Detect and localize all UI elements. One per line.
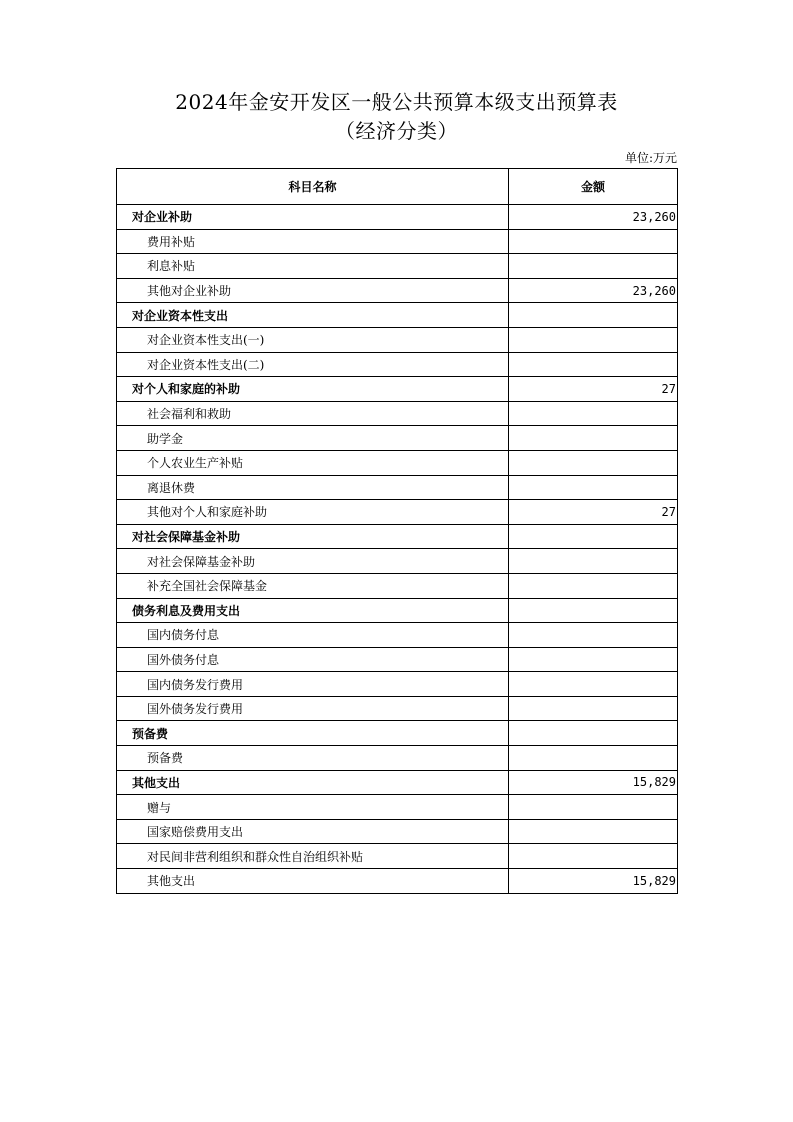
- amount-cell: [509, 475, 678, 500]
- subject-name-cell: 国外债务发行费用: [117, 696, 509, 721]
- subject-name-cell: 利息补贴: [117, 254, 509, 279]
- subject-name-cell: 社会福利和救助: [117, 401, 509, 426]
- subject-name-cell: 对民间非营利组织和群众性自治组织补贴: [117, 844, 509, 869]
- item-row: [117, 401, 678, 426]
- amount-cell: [509, 352, 678, 377]
- amount-cell: [509, 746, 678, 771]
- item-row: [117, 819, 678, 844]
- category-row: [117, 598, 678, 623]
- subject-name-cell: 对社会保障基金补助: [117, 549, 509, 574]
- category-row: [117, 524, 678, 549]
- item-row: [117, 229, 678, 254]
- subject-name-cell: 预备费: [117, 746, 509, 771]
- item-row: [117, 672, 678, 697]
- budget-table: [116, 168, 678, 894]
- subject-name-cell: 预备费: [117, 721, 509, 746]
- table-body: [117, 205, 678, 894]
- item-row: [117, 352, 678, 377]
- amount-cell: [509, 795, 678, 820]
- subject-name-cell: 费用补贴: [117, 229, 509, 254]
- column-header-amount: 金额: [509, 169, 678, 205]
- amount-cell: [509, 647, 678, 672]
- amount-cell: [509, 672, 678, 697]
- item-row: [117, 623, 678, 648]
- amount-cell: [509, 573, 678, 598]
- item-row: [117, 500, 678, 525]
- amount-cell: 27: [509, 500, 678, 525]
- amount-cell: [509, 696, 678, 721]
- subject-name-cell: 其他支出: [117, 869, 509, 894]
- subject-name-cell: 对企业资本性支出(一): [117, 327, 509, 352]
- page-title: 2024年金安开发区一般公共预算本级支出预算表: [175, 90, 618, 114]
- subject-name-cell: 债务利息及费用支出: [117, 598, 509, 623]
- item-row: [117, 869, 678, 894]
- item-row: [117, 327, 678, 352]
- item-row: [117, 450, 678, 475]
- amount-cell: 15,829: [509, 869, 678, 894]
- amount-cell: [509, 401, 678, 426]
- subject-name-cell: 其他支出: [117, 770, 509, 795]
- amount-cell: 15,829: [509, 770, 678, 795]
- page-subtitle: （经济分类）: [335, 119, 458, 143]
- item-row: [117, 696, 678, 721]
- column-header-name: 科目名称: [117, 169, 509, 205]
- amount-cell: 27: [509, 377, 678, 402]
- amount-cell: 23,260: [509, 205, 678, 230]
- amount-cell: [509, 721, 678, 746]
- subject-name-cell: 国内债务付息: [117, 623, 509, 648]
- category-row: [117, 721, 678, 746]
- amount-cell: [509, 303, 678, 328]
- subject-name-cell: 对个人和家庭的补助: [117, 377, 509, 402]
- amount-cell: [509, 819, 678, 844]
- amount-cell: [509, 844, 678, 869]
- subject-name-cell: 国家赔偿费用支出: [117, 819, 509, 844]
- amount-cell: [509, 229, 678, 254]
- category-row: [117, 377, 678, 402]
- subject-name-cell: 补充全国社会保障基金: [117, 573, 509, 598]
- amount-cell: [509, 524, 678, 549]
- unit-label: 单位:万元: [624, 151, 677, 165]
- subject-name-cell: 对企业资本性支出(二): [117, 352, 509, 377]
- category-row: [117, 303, 678, 328]
- subject-name-cell: 国内债务发行费用: [117, 672, 509, 697]
- amount-cell: [509, 623, 678, 648]
- amount-cell: [509, 327, 678, 352]
- amount-cell: [509, 598, 678, 623]
- amount-cell: [509, 549, 678, 574]
- item-row: [117, 278, 678, 303]
- category-row: [117, 205, 678, 230]
- subject-name-cell: 个人农业生产补贴: [117, 450, 509, 475]
- subject-name-cell: 助学金: [117, 426, 509, 451]
- table-header-row: [117, 169, 678, 205]
- item-row: [117, 746, 678, 771]
- amount-cell: 23,260: [509, 278, 678, 303]
- subject-name-cell: 对企业资本性支出: [117, 303, 509, 328]
- amount-cell: [509, 426, 678, 451]
- item-row: [117, 549, 678, 574]
- item-row: [117, 426, 678, 451]
- item-row: [117, 475, 678, 500]
- item-row: [117, 647, 678, 672]
- category-row: [117, 770, 678, 795]
- item-row: [117, 795, 678, 820]
- amount-cell: [509, 254, 678, 279]
- item-row: [117, 844, 678, 869]
- subject-name-cell: 赠与: [117, 795, 509, 820]
- subject-name-cell: 对社会保障基金补助: [117, 524, 509, 549]
- subject-name-cell: 对企业补助: [117, 205, 509, 230]
- item-row: [117, 573, 678, 598]
- subject-name-cell: 其他对个人和家庭补助: [117, 500, 509, 525]
- amount-cell: [509, 450, 678, 475]
- subject-name-cell: 国外债务付息: [117, 647, 509, 672]
- item-row: [117, 254, 678, 279]
- subject-name-cell: 离退休费: [117, 475, 509, 500]
- subject-name-cell: 其他对企业补助: [117, 278, 509, 303]
